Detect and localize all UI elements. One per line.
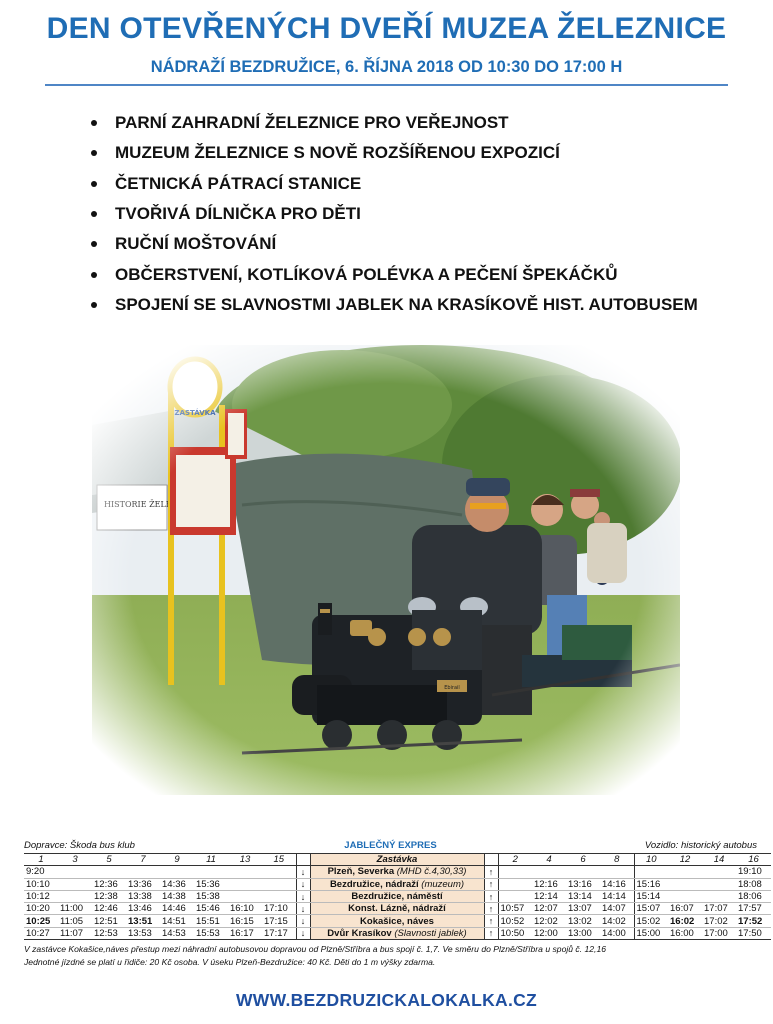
program-list [88,108,698,320]
direction-up-icon: ↑ [484,927,498,939]
stop-name: Kokašice, náves [310,915,484,927]
direction-up-icon: ↑ [484,890,498,902]
stop-name: Konst. Lázně, nádraží [310,903,484,915]
header-divider [45,84,728,86]
bullet-icon [91,211,97,217]
bullet-icon [91,302,97,308]
program-item: SPOJENÍ SE SLAVNOSTMI JABLEK NA KRASÍKOVĚ HIST. AUTOBUSEM [88,290,698,320]
direction-up-icon: ↑ [484,903,498,915]
timetable [24,840,763,969]
direction-down-icon: ↓ [296,903,310,915]
stop-name: Dvůr Krasíkov (Slavnosti jablek) [310,927,484,939]
timetable-row: 9:20 ↓ Plzeň, Severka (MHD č.4,30,33) ↑ 19:10 [24,866,771,878]
stop-name: Bezdružice, náměstí [310,890,484,902]
program-item: PARNÍ ZAHRADNÍ ŽELEZNICE PRO VEŘEJNOST [88,108,698,138]
program-item: OBČERSTVENÍ, KOTLÍKOVÁ POLÉVKA A PEČENÍ ŠPEKÁČKŮ [88,259,698,289]
direction-up-icon: ↑ [484,915,498,927]
direction-up-icon: ↑ [484,866,498,878]
fare-note: Jednotné jízdné se platí u řidiče: 20 Kč osoba. V úseku Plzeň-Bezdružice: 40 Kč. Děti do 1 m výšky zdarma. [24,957,436,968]
website-link[interactable]: WWW.BEZDRUZICKALOKALKA.CZ [235,990,538,1010]
bullet-icon [91,241,97,247]
transfer-note: V zastávce Kokašice,náves přestup mezi náhradní autobusovou dopravou od Plzně/Stříbra a bus spojí č. 1,7. Ve směru do Plzně/Stříbra u spojů č. 12,16 [24,944,607,955]
poster-subtitle: NÁDRAŽÍ BEZDRUŽICE, 6. ŘÍJNA 2018 OD 10:30 DO 17:00 H [150,58,623,76]
bullet-icon [91,181,97,187]
timetable-row: 10:20 11:00 12:46 13:46 14:46 15:46 16:10 17:10 ↓ Konst. Lázně, nádraží ↑ 10:57 12:07 13:07 14:07 15:07 16:07 17:07 17:57 [24,903,771,915]
timetable-title: JABLEČNÝ EXPRES [344,840,437,851]
timetable-row: 10:10 12:36 13:36 14:36 15:36 ↓ Bezdružice, nádraží (muzeum) ↑ 12:16 13:16 14:16 15:16 18:08 [24,878,771,890]
direction-down-icon: ↓ [296,866,310,878]
direction-down-icon: ↓ [296,890,310,902]
program-item: ČETNICKÁ PÁTRACÍ STANICE [88,169,698,199]
program-item: MUZEUM ŽELEZNICE S NOVĚ ROZŠÍŘENOU EXPOZICÍ [88,138,698,168]
program-item: TVOŘIVÁ DÍLNIČKA PRO DĚTI [88,199,698,229]
poster-title: DEN OTEVŘENÝCH DVEŘÍ MUZEA ŽELEZNICE [46,12,727,45]
program-item: RUČNÍ MOŠTOVÁNÍ [88,229,698,259]
direction-up-icon: ↑ [484,878,498,890]
stop-name: Bezdružice, nádraží (muzeum) [310,878,484,890]
bullet-icon [91,150,97,156]
timetable-row: 10:12 12:38 13:38 14:38 15:38 ↓ Bezdružice, náměstí ↑ 12:14 13:14 14:14 15:14 18:06 [24,890,771,902]
direction-down-icon: ↓ [296,927,310,939]
vehicle-label: Vozidlo: historický autobus [644,840,757,851]
bullet-icon [91,120,97,126]
stop-name: Plzeň, Severka (MHD č.4,30,33) [310,866,484,878]
timetable-grid [24,853,771,940]
direction-down-icon: ↓ [296,878,310,890]
timetable-row: 10:25 11:05 12:51 13:51 14:51 15:51 16:15 17:15 ↓ Kokašice, náves ↑ 10:52 12:02 13:02 14:02 15:02 16:02 17:02 17:52 [24,915,771,927]
bullet-icon [91,272,97,278]
timetable-row: 10:27 11:07 12:53 13:53 14:53 15:53 16:17 17:17 ↓ Dvůr Krasíkov (Slavnosti jablek) ↑ 10:50 12:00 13:00 14:00 15:00 16:00 17:00 17:50 [24,927,771,939]
direction-down-icon: ↓ [296,915,310,927]
timetable-header: 1 3 5 7 9 11 13 15 Zastávka 2 4 6 8 10 12 14 16 [24,854,771,866]
garden-railway-photo [92,345,680,795]
carrier-label: Dopravce: Škoda bus klub [24,840,135,851]
